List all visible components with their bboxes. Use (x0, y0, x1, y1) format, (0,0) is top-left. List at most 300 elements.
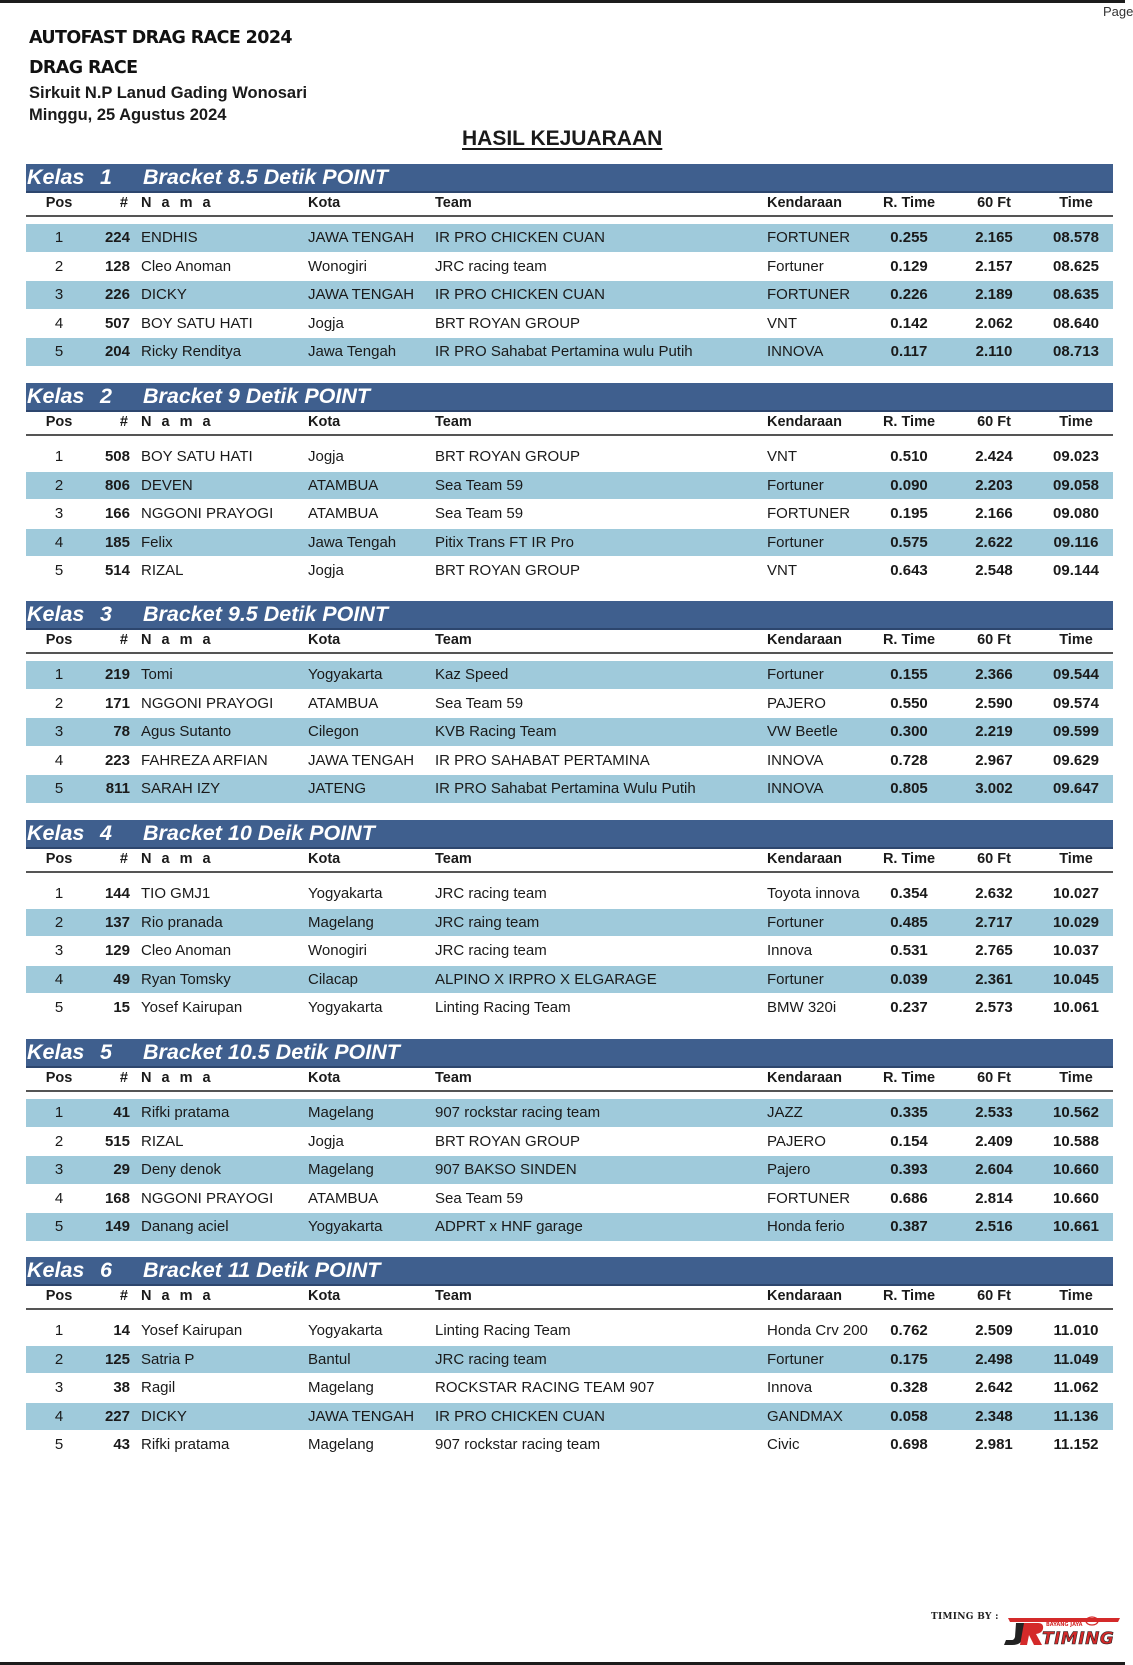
col-header-reaction-time: R. Time (882, 632, 936, 648)
cell-city: Jogja (308, 1132, 344, 1150)
cell-60ft: 2.165 (975, 229, 1013, 246)
cell-racer-name: Agus Sutanto (141, 723, 232, 740)
cell-position: 2 (54, 257, 64, 275)
cell-race-number: 43 (113, 1436, 130, 1453)
cell-city: Bantul (308, 1350, 351, 1368)
cell-city: Magelang (308, 1379, 374, 1396)
cell-position: 5 (54, 780, 64, 797)
cell-reaction-time: 0.393 (890, 1161, 928, 1178)
cell-race-number: 166 (104, 505, 130, 522)
cell-time: 10.660 (1053, 1189, 1099, 1207)
class-label: Kelas (27, 384, 85, 408)
venue: Sirkuit N.P Lanud Gading Wonosari (29, 84, 308, 102)
results-table-body (26, 1099, 1113, 1242)
cell-racer-name: RIZAL (141, 1132, 184, 1150)
cell-vehicle: Fortuner (767, 533, 824, 551)
cell-city: Magelang (308, 1161, 374, 1178)
cell-60ft: 2.573 (975, 999, 1013, 1016)
page-label: Page (1103, 4, 1133, 19)
cell-time: 09.116 (1053, 533, 1099, 551)
class-label: Kelas (27, 1040, 85, 1064)
col-header-60ft: 60 Ft (977, 195, 1011, 211)
cell-reaction-time: 0.328 (890, 1379, 928, 1396)
col-header-city: Kota (308, 632, 341, 648)
cell-team: BRT ROYAN GROUP (435, 1132, 581, 1150)
col-header-city: Kota (308, 1288, 341, 1304)
col-header-number: # (119, 414, 128, 430)
cell-reaction-time: 0.698 (890, 1436, 928, 1453)
logo-small-text: BAYANG JAYA (1046, 1622, 1083, 1628)
cell-racer-name: Danang aciel (141, 1218, 229, 1235)
col-header-name: N a m a (141, 1288, 214, 1304)
cell-city: Cilacap (308, 970, 359, 988)
col-header-time: Time (1059, 414, 1093, 430)
event-date: Minggu, 25 Agustus 2024 (29, 106, 227, 124)
class-header-bar (26, 164, 1113, 193)
col-header-time: Time (1059, 1070, 1093, 1086)
cell-race-number: 219 (104, 666, 130, 683)
cell-racer-name: Deny denok (141, 1161, 222, 1178)
cell-racer-name: NGGONI PRAYOGI (141, 1189, 274, 1207)
cell-team: IR PRO CHICKEN CUAN (435, 229, 606, 246)
cell-racer-name: NGGONI PRAYOGI (141, 505, 274, 522)
cell-vehicle: VNT (767, 562, 797, 579)
cell-60ft: 2.189 (975, 286, 1013, 303)
cell-position: 3 (54, 942, 64, 959)
cell-city: Jogja (308, 448, 344, 465)
table-row (26, 310, 1113, 339)
cell-city: JAWA TENGAH (308, 286, 415, 303)
cell-time: 10.037 (1053, 942, 1099, 959)
cell-position: 3 (54, 286, 64, 303)
cell-racer-name: DEVEN (141, 476, 193, 494)
class-number: 1 (100, 165, 112, 189)
table-row (26, 529, 1113, 558)
cell-vehicle: JAZZ (767, 1104, 803, 1121)
table-row (26, 1431, 1113, 1460)
cell-position: 4 (54, 1189, 64, 1207)
cell-team: JRC racing team (435, 1350, 547, 1368)
col-header-reaction-time: R. Time (882, 195, 936, 211)
cell-vehicle: FORTUNER (767, 1189, 851, 1207)
table-row (26, 1374, 1113, 1403)
col-header-team: Team (435, 632, 472, 648)
cell-city: Yogyakarta (308, 885, 383, 902)
cell-team: Pitix Trans FT IR Pro (435, 533, 574, 551)
cell-city: Magelang (308, 1104, 374, 1121)
cell-time: 08.640 (1053, 314, 1099, 332)
cell-reaction-time: 0.195 (890, 505, 928, 522)
cell-time: 10.588 (1053, 1132, 1099, 1150)
column-header-row (26, 849, 1113, 873)
cell-race-number: 15 (113, 999, 130, 1016)
cell-time: 09.574 (1053, 694, 1099, 712)
cell-team: 907 rockstar racing team (435, 1436, 601, 1453)
cell-racer-name: Cleo Anoman (141, 942, 232, 959)
class-header-bar (26, 383, 1113, 412)
cell-reaction-time: 0.485 (890, 913, 928, 931)
cell-race-number: 171 (104, 694, 130, 712)
cell-racer-name: Rifki pratama (141, 1436, 230, 1453)
class-name: Bracket 10.5 Detik POINT (143, 1040, 400, 1064)
cell-reaction-time: 0.510 (890, 448, 928, 465)
cell-time: 09.080 (1053, 505, 1099, 522)
cell-reaction-time: 0.643 (890, 562, 928, 579)
cell-racer-name: Cleo Anoman (141, 257, 232, 275)
cell-team: IR PRO Sahabat Pertamina wulu Putih (435, 343, 693, 360)
class-number: 4 (100, 821, 112, 845)
table-row (26, 747, 1113, 776)
table-row (26, 690, 1113, 719)
cell-racer-name: Felix (141, 533, 173, 551)
col-header-time: Time (1059, 195, 1093, 211)
cell-racer-name: Ricky Renditya (141, 343, 242, 360)
cell-reaction-time: 0.531 (890, 942, 928, 959)
cell-team: IR PRO CHICKEN CUAN (435, 286, 606, 303)
cell-time: 10.661 (1053, 1218, 1099, 1235)
cell-position: 4 (54, 533, 64, 551)
table-row (26, 1317, 1113, 1346)
cell-time: 11.062 (1053, 1379, 1099, 1396)
class-name: Bracket 8.5 Detik POINT (143, 165, 388, 189)
cell-reaction-time: 0.550 (890, 694, 928, 712)
col-header-pos: Pos (45, 195, 73, 211)
col-header-vehicle: Kendaraan (767, 1070, 842, 1086)
cell-position: 3 (54, 723, 64, 740)
timing-by-label: TIMING BY : (931, 1612, 999, 1622)
cell-reaction-time: 0.255 (890, 229, 928, 246)
cell-position: 1 (54, 885, 64, 902)
results-table-body (26, 880, 1113, 1023)
cell-city: Jawa Tengah (308, 533, 397, 551)
cell-vehicle: Fortuner (767, 257, 824, 275)
cell-time: 09.647 (1053, 780, 1099, 797)
class-number: 2 (100, 384, 112, 408)
table-row (26, 661, 1113, 690)
col-header-time: Time (1059, 632, 1093, 648)
class-header-bar (26, 601, 1113, 630)
cell-racer-name: Ryan Tomsky (141, 970, 231, 988)
cell-city: Jogja (308, 314, 344, 332)
cell-team: JRC racing team (435, 942, 547, 959)
col-header-reaction-time: R. Time (882, 851, 936, 867)
cell-race-number: 508 (104, 448, 130, 465)
table-row (26, 775, 1113, 804)
results-table-body (26, 224, 1113, 367)
col-header-name: N a m a (141, 1070, 214, 1086)
cell-time: 09.629 (1053, 751, 1099, 769)
table-row (26, 880, 1113, 909)
results-table-body (26, 443, 1113, 586)
cell-vehicle: GANDMAX (767, 1407, 843, 1425)
cell-position: 1 (54, 666, 64, 683)
class-section (26, 601, 1113, 804)
cell-team: JRC racing team (435, 257, 547, 275)
cell-time: 11.136 (1053, 1407, 1099, 1425)
cell-position: 2 (54, 913, 64, 931)
cell-race-number: 811 (105, 780, 130, 797)
cell-time: 08.578 (1053, 229, 1099, 246)
col-header-number: # (119, 195, 128, 211)
cell-60ft: 2.219 (975, 723, 1013, 740)
cell-city: Jawa Tengah (308, 343, 397, 360)
cell-60ft: 2.348 (975, 1407, 1013, 1425)
cell-vehicle: Pajero (767, 1161, 811, 1178)
col-header-name: N a m a (141, 414, 214, 430)
cell-race-number: 14 (113, 1322, 130, 1339)
cell-60ft: 2.604 (975, 1161, 1013, 1178)
cell-reaction-time: 0.154 (890, 1132, 928, 1150)
event-subtitle: DRAG RACE (29, 58, 138, 78)
cell-position: 4 (54, 314, 64, 332)
cell-race-number: 223 (104, 751, 130, 769)
class-number: 6 (100, 1258, 112, 1282)
cell-team: IR PRO Sahabat Pertamina Wulu Putih (435, 780, 696, 797)
cell-racer-name: Tomi (141, 666, 173, 683)
cell-time: 11.152 (1053, 1436, 1099, 1453)
col-header-name: N a m a (141, 632, 214, 648)
cell-reaction-time: 0.058 (890, 1407, 928, 1425)
cell-city: ATAMBUA (308, 476, 379, 494)
cell-racer-name: DICKY (141, 286, 187, 303)
class-label: Kelas (27, 602, 85, 626)
column-header-row (26, 193, 1113, 217)
col-header-vehicle: Kendaraan (767, 632, 842, 648)
cell-60ft: 2.533 (975, 1104, 1013, 1121)
col-header-60ft: 60 Ft (977, 851, 1011, 867)
col-header-60ft: 60 Ft (977, 1288, 1011, 1304)
cell-60ft: 2.548 (975, 562, 1013, 579)
cell-team: Sea Team 59 (435, 694, 524, 712)
cell-position: 4 (54, 1407, 64, 1425)
cell-vehicle: BMW 320i (767, 999, 837, 1016)
cell-time: 10.045 (1053, 970, 1099, 988)
cell-race-number: 41 (113, 1104, 130, 1121)
col-header-reaction-time: R. Time (882, 1288, 936, 1304)
cell-time: 09.058 (1053, 476, 1099, 494)
cell-position: 4 (54, 970, 64, 988)
jr-timing-logo-icon (1000, 1612, 1122, 1648)
cell-60ft: 2.642 (975, 1379, 1013, 1396)
cell-race-number: 38 (113, 1379, 130, 1396)
cell-vehicle: INNOVA (767, 751, 824, 769)
cell-city: Magelang (308, 913, 374, 931)
table-row (26, 253, 1113, 282)
cell-reaction-time: 0.300 (890, 723, 928, 740)
cell-racer-name: Rifki pratama (141, 1104, 230, 1121)
table-row (26, 909, 1113, 938)
cell-race-number: 78 (113, 723, 130, 740)
cell-60ft: 2.509 (975, 1322, 1013, 1339)
cell-time: 08.635 (1053, 286, 1099, 303)
cell-vehicle: Honda ferio (767, 1218, 845, 1235)
cell-racer-name: Ragil (141, 1379, 176, 1396)
cell-city: Jogja (308, 562, 344, 579)
cell-race-number: 29 (113, 1161, 130, 1178)
cell-vehicle: PAJERO (767, 1132, 826, 1150)
cell-reaction-time: 0.686 (890, 1189, 928, 1207)
col-header-60ft: 60 Ft (977, 414, 1011, 430)
cell-reaction-time: 0.155 (890, 666, 928, 683)
cell-reaction-time: 0.129 (890, 257, 928, 275)
table-row (26, 1346, 1113, 1375)
cell-reaction-time: 0.039 (890, 970, 928, 988)
cell-position: 3 (54, 1161, 64, 1178)
cell-60ft: 2.157 (975, 257, 1013, 275)
cell-team: 907 rockstar racing team (435, 1104, 601, 1121)
cell-reaction-time: 0.805 (890, 780, 928, 797)
cell-race-number: 204 (104, 343, 130, 360)
cell-racer-name: DICKY (141, 1407, 187, 1425)
class-label: Kelas (27, 821, 85, 845)
cell-team: Kaz Speed (435, 666, 509, 683)
cell-vehicle: Toyota innova (767, 885, 860, 902)
col-header-team: Team (435, 195, 472, 211)
cell-vehicle: Civic (767, 1436, 800, 1453)
table-row (26, 1156, 1113, 1185)
cell-team: ADPRT x HNF garage (435, 1218, 583, 1235)
cell-racer-name: RIZAL (141, 562, 184, 579)
cell-vehicle: VNT (767, 448, 797, 465)
top-border (0, 0, 1125, 3)
class-name: Bracket 10 Deik POINT (143, 821, 375, 845)
cell-reaction-time: 0.575 (890, 533, 928, 551)
cell-60ft: 2.361 (975, 970, 1013, 988)
cell-team: Sea Team 59 (435, 476, 524, 494)
cell-60ft: 2.366 (975, 666, 1013, 683)
class-section (26, 383, 1113, 586)
col-header-pos: Pos (45, 851, 73, 867)
cell-racer-name: FAHREZA ARFIAN (141, 751, 268, 769)
table-row (26, 994, 1113, 1023)
cell-60ft: 2.110 (975, 343, 1013, 360)
cell-time: 09.599 (1053, 723, 1099, 740)
table-row (26, 443, 1113, 472)
col-header-team: Team (435, 1070, 472, 1086)
table-row (26, 557, 1113, 586)
cell-race-number: 128 (104, 257, 130, 275)
cell-team: ALPINO X IRPRO X ELGARAGE (435, 970, 657, 988)
cell-vehicle: PAJERO (767, 694, 826, 712)
cell-team: 907 BAKSO SINDEN (435, 1161, 577, 1178)
cell-vehicle: INNOVA (767, 780, 824, 797)
cell-team: BRT ROYAN GROUP (435, 314, 581, 332)
class-section (26, 1039, 1113, 1242)
col-header-60ft: 60 Ft (977, 632, 1011, 648)
table-row (26, 718, 1113, 747)
class-name: Bracket 9.5 Detik POINT (143, 602, 388, 626)
cell-60ft: 2.166 (975, 505, 1013, 522)
cell-vehicle: VW Beetle (767, 723, 838, 740)
cell-team: JRC raing team (435, 913, 540, 931)
col-header-pos: Pos (45, 414, 73, 430)
cell-vehicle: Innova (767, 1379, 813, 1396)
cell-team: Sea Team 59 (435, 505, 524, 522)
cell-vehicle: Fortuner (767, 1350, 824, 1368)
class-number: 5 (100, 1040, 112, 1064)
cell-reaction-time: 0.728 (890, 751, 928, 769)
cell-position: 2 (54, 1350, 64, 1368)
cell-position: 5 (54, 999, 64, 1016)
cell-position: 5 (54, 1436, 64, 1453)
cell-time: 10.660 (1053, 1161, 1099, 1178)
cell-position: 3 (54, 505, 64, 522)
table-row (26, 224, 1113, 253)
cell-time: 10.562 (1053, 1104, 1099, 1121)
class-header-bar (26, 1257, 1113, 1286)
table-row (26, 1213, 1113, 1242)
cell-city: Wonogiri (308, 942, 367, 959)
col-header-pos: Pos (45, 632, 73, 648)
cell-60ft: 2.717 (975, 913, 1013, 931)
table-row (26, 472, 1113, 501)
column-header-row (26, 630, 1113, 654)
event-title: AUTOFAST DRAG RACE 2024 (29, 28, 292, 48)
cell-city: Yogyakarta (308, 1218, 383, 1235)
cell-vehicle: Fortuner (767, 970, 824, 988)
class-label: Kelas (27, 165, 85, 189)
cell-position: 1 (54, 448, 64, 465)
cell-position: 2 (54, 476, 64, 494)
cell-time: 10.027 (1053, 885, 1099, 902)
cell-position: 5 (54, 1218, 64, 1235)
col-header-team: Team (435, 414, 472, 430)
cell-race-number: 226 (104, 286, 130, 303)
class-name: Bracket 11 Detik POINT (143, 1258, 381, 1282)
cell-60ft: 2.409 (975, 1132, 1013, 1150)
table-row (26, 500, 1113, 529)
cell-racer-name: Satria P (141, 1350, 195, 1368)
cell-race-number: 49 (113, 970, 130, 988)
cell-race-number: 515 (104, 1132, 130, 1150)
cell-position: 1 (54, 1104, 64, 1121)
cell-time: 08.713 (1053, 343, 1099, 360)
cell-60ft: 2.967 (975, 751, 1013, 769)
col-header-number: # (119, 1288, 128, 1304)
col-header-reaction-time: R. Time (882, 1070, 936, 1086)
cell-team: BRT ROYAN GROUP (435, 448, 581, 465)
cell-60ft: 2.516 (975, 1218, 1013, 1235)
cell-reaction-time: 0.090 (890, 476, 928, 494)
cell-racer-name: Yosef Kairupan (141, 999, 243, 1016)
cell-racer-name: Rio pranada (141, 913, 223, 931)
cell-city: Yogyakarta (308, 666, 383, 683)
cell-time: 10.029 (1053, 913, 1099, 931)
cell-reaction-time: 0.387 (890, 1218, 928, 1235)
cell-racer-name: BOY SATU HATI (141, 448, 253, 465)
cell-racer-name: BOY SATU HATI (141, 314, 253, 332)
table-row (26, 1185, 1113, 1214)
cell-60ft: 2.622 (975, 533, 1013, 551)
col-header-city: Kota (308, 851, 341, 867)
cell-vehicle: Honda Crv 200 (767, 1322, 868, 1339)
col-header-pos: Pos (45, 1070, 73, 1086)
cell-60ft: 2.590 (975, 694, 1013, 712)
cell-position: 2 (54, 1132, 64, 1150)
class-header-bar (26, 1039, 1113, 1068)
col-header-city: Kota (308, 1070, 341, 1086)
cell-position: 2 (54, 694, 64, 712)
cell-60ft: 2.981 (975, 1436, 1013, 1453)
cell-race-number: 185 (104, 533, 130, 551)
cell-reaction-time: 0.335 (890, 1104, 928, 1121)
cell-60ft: 2.765 (975, 942, 1013, 959)
cell-team: IR PRO SAHABAT PERTAMINA (435, 751, 650, 769)
cell-racer-name: ENDHIS (141, 229, 198, 246)
cell-time: 10.061 (1053, 999, 1099, 1016)
table-row (26, 966, 1113, 995)
cell-city: Yogyakarta (308, 1322, 383, 1339)
